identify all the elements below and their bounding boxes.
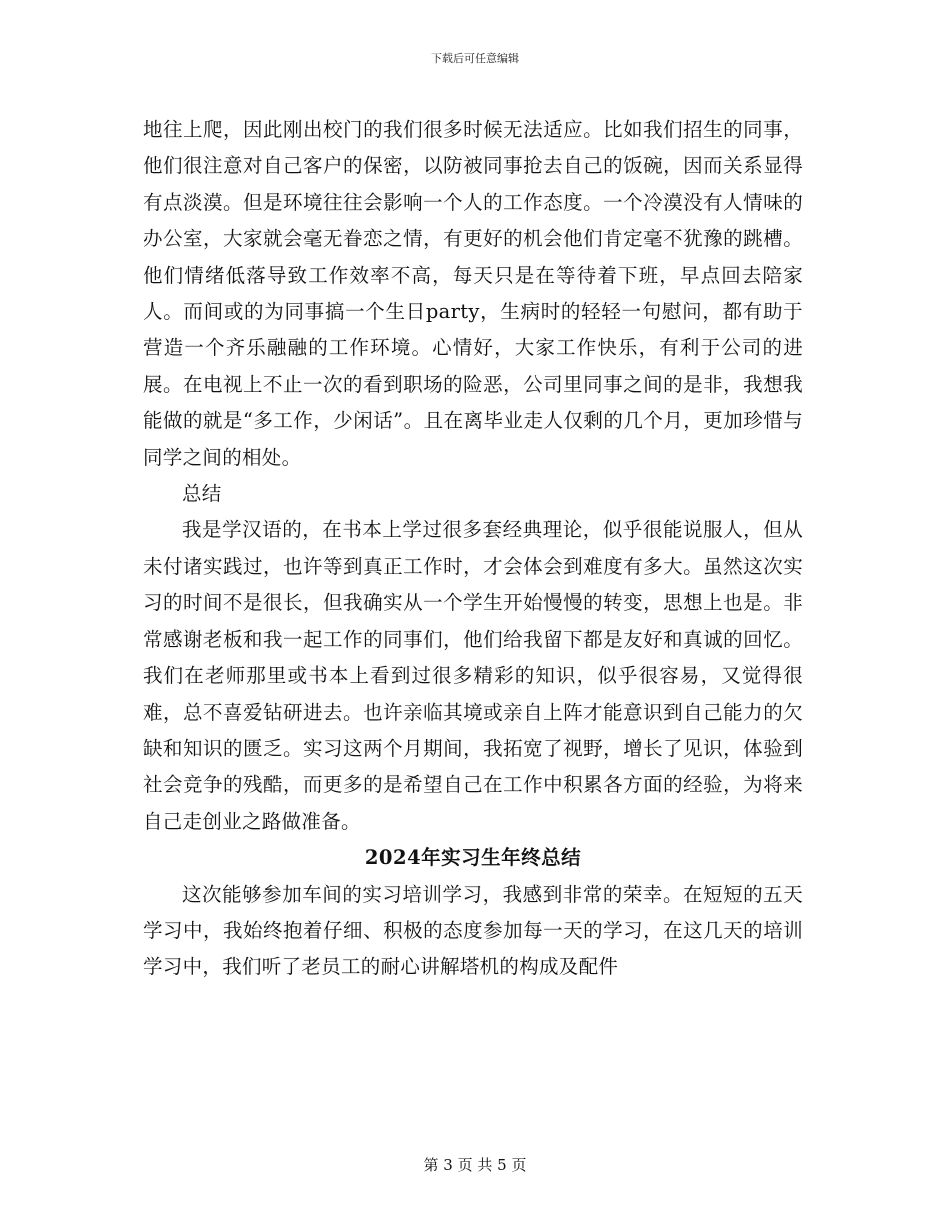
paragraph-training: 这次能够参加车间的实习培训学习，我感到非常的荣幸。在短短的五天学习中，我始终抱着仔细、积极的态度参加每一天的学习，在这几天的培训学习中，我们听了老员工的耐心讲解塔机的构成及配件 — [143, 882, 803, 979]
paragraph-summary: 我是学汉语的，在书本上学过很多套经典理论，似乎很能说服人，但从未付诸实践过，也许等到真正工作时，才会体会到难度有多大。虽然这次实习的时间不是很长，但我确实从一个学生开始慢慢的转变，思想上也是。非常感谢老板和我一起工作的同事们，他们给我留下都是友好和真诚的回忆。我们在老师那里或书本上看到过很多精彩的知识，似乎很容易，又觉得很难，总不喜爱钻研进去。也许亲临其境或亲自上阵才能意识到自己能力的欠缺和知识的匮乏。实习这两个月期间，我拓宽了视野，增长了见识，体验到社会竞争的残酷，而更多的是希望自己在工作中积累各方面的经验，为将来自己走创业之路做准备。 — [143, 518, 803, 833]
page-footer: 第 3 页 共 5 页 — [423, 1156, 527, 1174]
section-heading: 2024年实习生年终总结 — [364, 846, 582, 870]
summary-label: 总结 — [182, 482, 222, 506]
page-header: 下载后可任意编辑 — [431, 52, 519, 65]
paragraph-workplace-relations: 地往上爬，因此刚出校门的我们很多时候无法适应。比如我们招生的同事，他们很注意对自己客户的保密，以防被同事抢去自己的饭碗，因而关系显得有点淡漠。但是环境往往会影响一个人的工作态度。一个冷漠没有人情味的办公室，大家就会毫无眷恋之情，有更好的机会他们肯定毫不犹豫的跳槽。他们情绪低落导致工作效率不高，每天只是在等待着下班，早点回去陪家人。而间或的为同事搞一个生日party，生病时的轻轻一句慰问，都有助于营造一个齐乐融融的工作环境。心情好，大家工作快乐，有利于公司的进展。在电视上不止一次的看到职场的险恶，公司里同事之间的是非，我想我能做的就是“多工作，少闲话”。且在离毕业走人仅剩的几个月，更加珍惜与同学之间的相处。 — [143, 118, 803, 469]
document-body — [143, 112, 803, 986]
